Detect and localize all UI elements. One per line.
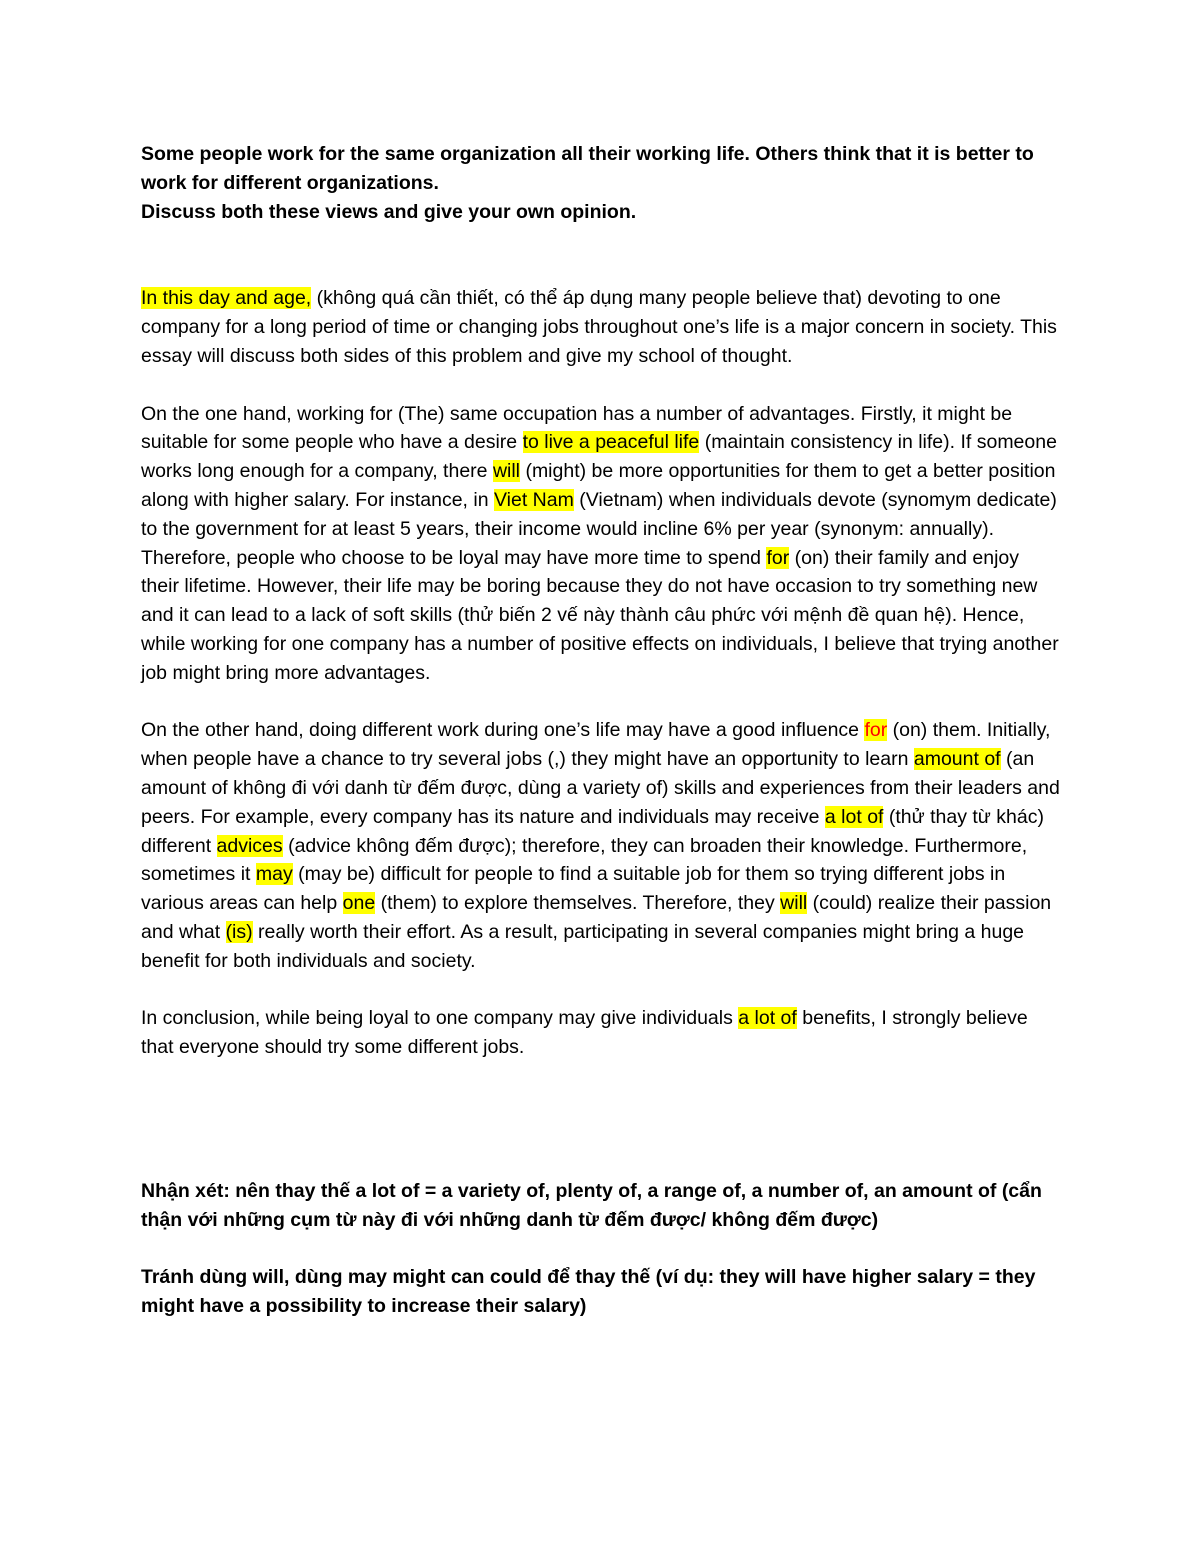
highlighted-phrase: Viet Nam [493, 488, 574, 511]
text-run: (advice không đếm được); therefore, they can broaden their knowledge. Furthermore, sometimes it [141, 834, 1028, 886]
teacher-note-1: Nhận xét: nên thay thế a lot of = a variety of, plenty of, a range of, a number of, an amount of (cẩn thận với những cụm từ này đi với những danh từ đếm được/ không đếm được) [141, 1179, 1042, 1231]
text-run: benefits, I strongly believe that everyone should try some different jobs. [141, 1007, 1028, 1059]
text-run: (might) be more opportunities for them to get a better position along with higher salary. For instance, in [141, 460, 1056, 511]
prompt-question: Some people work for the same organization all their working life. Others think that it is better to work for different organizations. [141, 143, 1034, 194]
text-run: (on) their family and enjoy their lifetime. However, their life may be boring because they do not have occasion to try something new and it can lead to a lack of soft skills (thử biến 2 vế này thành câu phức với mệnh đề quan hệ). Hence, while working for one company has a number of positive effects on individuals, I believe that trying another job might bring more advantages. [141, 546, 1059, 684]
document-page [141, 140, 1061, 1321]
highlighted-phrase: to live a peaceful life [522, 431, 700, 454]
text-run: (Vietnam) when individuals devote (synomym dedicate) to the government for at least 5 years, their income would incline 6% per year (synonym: annually). Therefore, people who choose to be loyal may have more time to spend [141, 488, 1057, 569]
highlighted-phrase: may [255, 863, 293, 886]
text-run: (them) to explore themselves. Therefore, they [375, 892, 781, 915]
text-run: (không quá cần thiết, có thể áp dụng many people believe that) devoting to one company for a long period of time or changing jobs throughout one’s life is a major concern in society. This essay will discuss both sides of this problem and give my school of thought. [141, 287, 1057, 367]
text-run: (may be) difficult for people to find a suitable job for them so trying different jobs in various areas can help [141, 863, 1006, 915]
highlighted-phrase: advices [216, 834, 283, 857]
highlighted-phrase: for [864, 719, 888, 742]
body-paragraph-2 [141, 716, 1061, 975]
teacher-note-2: Tránh dùng will, dùng may might can could để thay thế (ví dụ: they will have higher salary = they might have a possibility to increase their salary) [141, 1266, 1036, 1318]
highlighted-phrase: amount of [913, 748, 1001, 771]
conclusion-paragraph [141, 1004, 1061, 1062]
highlighted-phrase: will [780, 892, 808, 915]
prompt-instruction: Discuss both these views and give your own opinion. [141, 200, 637, 223]
essay-prompt [141, 140, 1061, 226]
introduction-paragraph [141, 284, 1061, 370]
body-paragraph-1 [141, 400, 1061, 688]
highlighted-phrase: In this day and age, [141, 287, 312, 310]
text-run: In conclusion, while being loyal to one company may give individuals [141, 1007, 739, 1030]
highlighted-phrase: a lot of [738, 1007, 797, 1030]
text-run: really worth their effort. As a result, participating in several companies might bring a huge benefit for both individuals and society. [141, 920, 1025, 972]
text-run: (on) them. Initially, when people have a chance to try several jobs (,) they might have an opportunity to learn [141, 719, 1051, 771]
highlighted-phrase: (is) [225, 920, 253, 943]
text-run: On the one hand, working for (The) same occupation has a number of advantages. Firstly, it might be suitable for some people who have a desire [141, 402, 1013, 454]
text-run: (thử thay từ khác) different [141, 805, 1044, 857]
text-run: On the other hand, doing different work during one’s life may have a good influence [141, 719, 865, 742]
text-run: (maintain consistency in life). If someone works long enough for a company, there [141, 431, 1057, 483]
highlighted-phrase: a lot of [824, 805, 884, 828]
highlighted-phrase: one [342, 892, 376, 915]
text-run: (could) realize their passion and what [141, 892, 1052, 943]
highlighted-phrase: will [492, 460, 521, 483]
text-run: (an amount of không đi với danh từ đếm được, dùng a variety of) skills and experiences from their leaders and peers. For example, every company has its nature and individuals may receive [141, 748, 1060, 828]
highlighted-phrase: for [766, 546, 790, 569]
